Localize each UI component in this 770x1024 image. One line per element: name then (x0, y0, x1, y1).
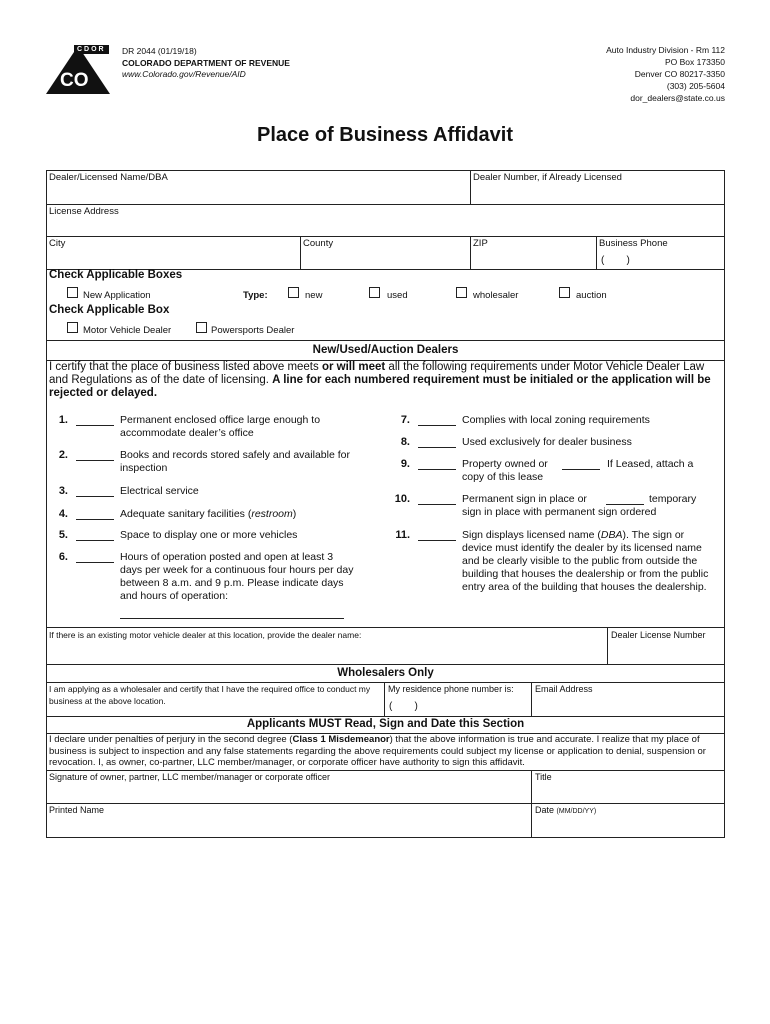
req-3-text: Electrical service (120, 485, 199, 497)
type-used-checkbox[interactable] (369, 287, 380, 298)
req-number: 5. (58, 529, 68, 541)
business-phone-label: Business Phone (599, 238, 668, 249)
req-1-text: Permanent enclosed office large enough to accommodate dealer’s office (120, 414, 321, 439)
signature-label: Signature of owner, partner, LLC member/manager or corporate officer (49, 772, 330, 782)
req-number: 9. (400, 458, 410, 470)
type-new-checkbox[interactable] (288, 287, 299, 298)
req-9-text: Property owned or (462, 458, 548, 470)
req-6-initial-field[interactable] (76, 562, 114, 563)
req-10-permanent-initial-field[interactable] (418, 504, 456, 505)
email-field[interactable] (532, 697, 724, 715)
address-line: PO Box 173350 (664, 57, 725, 67)
req-7-initial-field[interactable] (418, 425, 456, 426)
business-phone-field[interactable] (597, 250, 724, 268)
header-address (606, 44, 725, 104)
city-label: City (49, 238, 66, 249)
residence-phone-label: My residence phone number is: (388, 684, 514, 694)
nua-title: New/Used/Auction Dealers (312, 344, 459, 356)
dealer-license-number-label: Dealer License Number (611, 630, 706, 640)
powersports-dealer-checkbox[interactable] (196, 322, 207, 333)
residence-phone-field[interactable] (385, 697, 530, 715)
type-new-label: new (305, 290, 323, 301)
req-10-text: Permanent sign in place or (462, 493, 587, 505)
type-auction-label: auction (576, 290, 607, 301)
title-field[interactable] (532, 784, 724, 802)
new-application-label: New Application (83, 290, 151, 301)
logo-text: CO (60, 70, 89, 91)
email-label: Email Address (535, 684, 593, 694)
date-field[interactable] (532, 817, 724, 837)
divider (46, 204, 725, 205)
req-11-text: Sign displays licensed name (DBA). The sign or device must identify the dealer by its licensed name and be clearly visible to the public from outside the building that houses the dealership or from the public entry area of the building that houses the dealership. (462, 529, 709, 593)
motor-vehicle-dealer-label: Motor Vehicle Dealer (83, 325, 172, 336)
powersports-dealer-label: Powersports Dealer (211, 325, 295, 336)
check-boxes-title: Check Applicable Boxes (49, 269, 183, 281)
divider (46, 236, 725, 237)
existing-dealer-label: If there is an existing motor vehicle dealer at this location, provide the dealer name: (49, 630, 362, 640)
wholesaler-statement: I am applying as a wholesaler and certify that I have the required office to conduct my business at the above location. (49, 684, 371, 706)
req-9-owned-initial-field[interactable] (418, 469, 456, 470)
divider (46, 716, 725, 717)
divider (46, 770, 725, 771)
title-label: Title (535, 772, 552, 782)
req-2-text: Books and records stored safely and available for inspection (120, 449, 350, 474)
check-box-title: Check Applicable Box (49, 304, 170, 316)
printed-name-label: Printed Name (49, 805, 105, 815)
logo-badge: CDOR (74, 45, 109, 54)
type-wholesaler-checkbox[interactable] (456, 287, 467, 298)
type-label: Type: (243, 290, 268, 301)
divider (46, 682, 725, 683)
req-7-text: Complies with local zoning requirements (462, 414, 650, 426)
license-address-field[interactable] (47, 218, 724, 235)
dealer-name-field[interactable] (47, 185, 469, 203)
existing-dealer-field[interactable] (47, 642, 606, 662)
county-field[interactable] (301, 250, 469, 268)
req-5-text: Space to display one or more vehicles (120, 529, 298, 541)
residence-phone-area: ( ) (389, 701, 418, 712)
printed-name-field[interactable] (47, 817, 530, 837)
req-3-initial-field[interactable] (76, 496, 114, 497)
dealer-number-field[interactable] (471, 185, 724, 203)
req-2-initial-field[interactable] (76, 460, 114, 461)
divider (46, 803, 725, 804)
new-application-checkbox[interactable] (67, 287, 78, 298)
wholesalers-title: Wholesalers Only (337, 667, 434, 679)
type-wholesaler-label: wholesaler (473, 290, 519, 301)
address-line: Auto Industry Division - Rm 112 (606, 45, 725, 55)
zip-field[interactable] (471, 250, 595, 268)
form-number: DR 2044 (01/19/18) (122, 46, 197, 56)
sign-section-title: Applicants MUST Read, Sign and Date this Section (246, 718, 525, 730)
req-11-initial-field[interactable] (418, 540, 456, 541)
website: www.Colorado.gov/Revenue/AID (122, 69, 246, 79)
req-6-text: Hours of operation posted and open at least 3 days per week for a continuous four hours per day between 8 a.m. and 9 p.m. Please indicate days and hours of operation: (120, 551, 354, 602)
business-phone-area: ( ) (601, 255, 630, 266)
motor-vehicle-dealer-checkbox[interactable] (67, 322, 78, 333)
req-number: 8. (400, 436, 410, 448)
declaration-text: I declare under penalties of perjury in the second degree (Class 1 Misdemeanor) that the above information is true and accurate. I realize that my place of business is subject to inspection and any false statements regarding the above requirements could subject my license or application to denial, suspension or revocation. I, as owner, co-partner, LLC member/manager, or corporate officer have authority to sign this affidavit. (49, 734, 706, 768)
req-number: 7. (400, 414, 410, 426)
req-number: 11. (395, 529, 410, 541)
address-email: dor_dealers@state.co.us (630, 93, 725, 103)
nua-intro: I certify that the place of business listed above meets or will meet all the following requirements under Motor Vehicle Dealer Law and Regulations as of the date of licensing. A line for each numbered requirement must be initialed or the application will be rejected or delayed. (49, 361, 711, 399)
header-left (122, 46, 290, 81)
req-number: 4. (58, 508, 68, 520)
req-8-initial-field[interactable] (418, 447, 456, 448)
page-title: Place of Business Affidavit (257, 124, 513, 146)
req-1-initial-field[interactable] (76, 425, 114, 426)
req-number: 6. (58, 551, 68, 563)
hours-of-operation-field[interactable] (120, 618, 344, 619)
type-auction-checkbox[interactable] (559, 287, 570, 298)
county-label: County (303, 238, 334, 249)
date-label: Date (MM/DD/YY) (535, 805, 597, 815)
dealer-number-label: Dealer Number, if Already Licensed (473, 172, 622, 183)
divider (46, 627, 725, 628)
address-line: (303) 205-5604 (666, 81, 725, 91)
req-4-initial-field[interactable] (76, 519, 114, 520)
dealer-name-label: Dealer/Licensed Name/DBA (49, 172, 168, 183)
req-number: 1. (58, 414, 68, 426)
divider (46, 664, 725, 665)
signature-field[interactable] (47, 784, 530, 802)
type-used-label: used (387, 290, 408, 301)
req-8-text: Used exclusively for dealer business (462, 436, 632, 448)
req-10-temp-text: temporary sign in place with permanent sign ordered (462, 493, 697, 518)
req-number: 2. (58, 449, 68, 461)
city-field[interactable] (47, 250, 299, 268)
license-address-label: License Address (49, 206, 119, 217)
divider (46, 340, 725, 341)
department-name: COLORADO DEPARTMENT OF REVENUE (122, 57, 290, 68)
req-5-initial-field[interactable] (76, 540, 114, 541)
zip-label: ZIP (473, 238, 488, 249)
address-line: Denver CO 80217-3350 (634, 69, 725, 79)
dealer-license-number-field[interactable] (608, 642, 724, 662)
req-number: 10. (394, 493, 410, 505)
req-number: 3. (58, 485, 68, 497)
req-9-lease-text: If Leased, attach a copy of this lease (462, 458, 694, 483)
req-4-text: Adequate sanitary facilities (restroom) (120, 508, 297, 520)
